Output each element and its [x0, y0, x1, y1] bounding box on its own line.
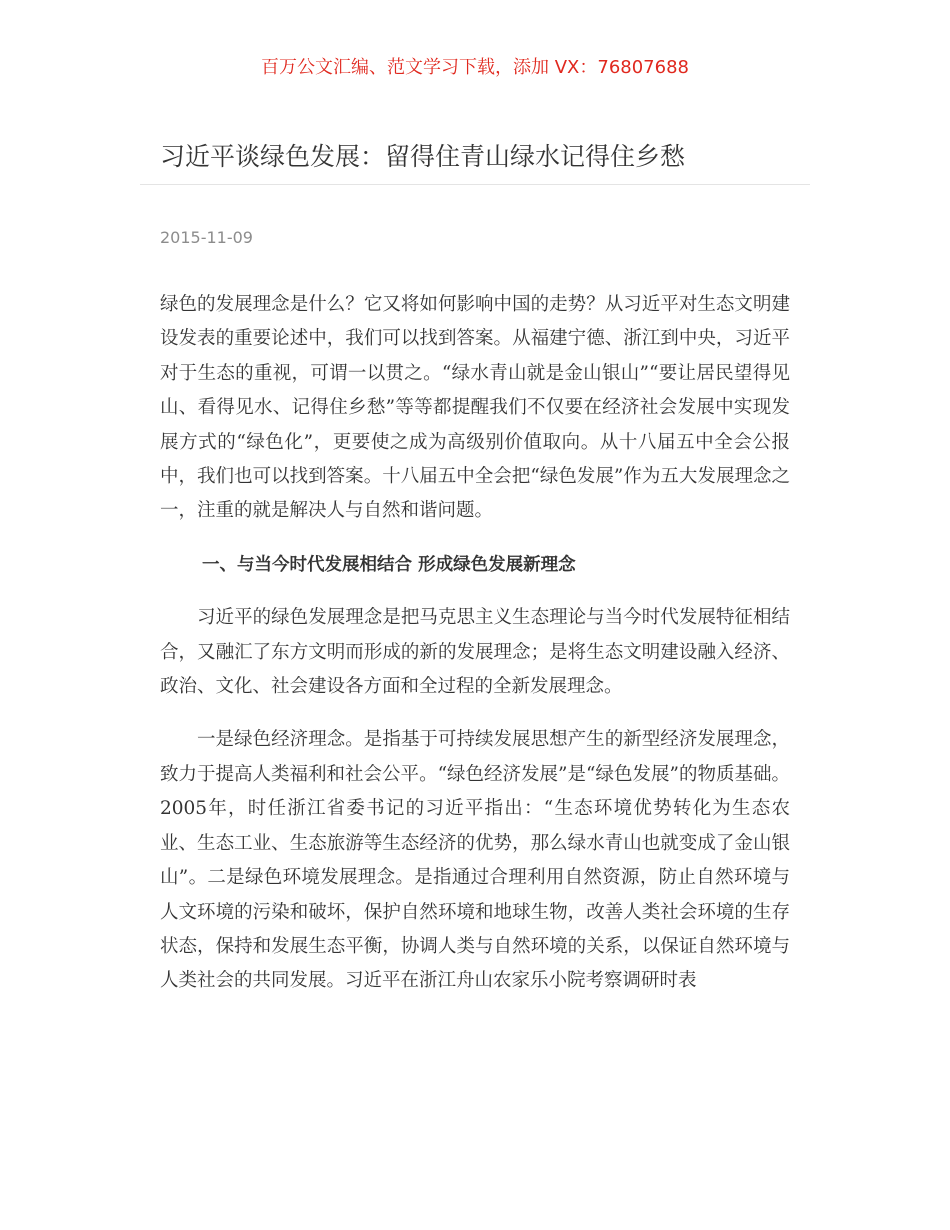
article-date: 2015-11-09: [160, 228, 253, 247]
section-heading: 一、与当今时代发展相结合 形成绿色发展新理念: [202, 554, 576, 575]
article-body: [160, 288, 790, 1018]
article-title: 习近平谈绿色发展：留得住青山绿水记得住乡愁: [160, 142, 686, 171]
title-divider: [140, 184, 810, 185]
section-paragraph: 一是绿色经济理念。是指基于可持续发展思想产生的新型经济发展理念，致力于提高人类福利和社会公平。“绿色经济发展”是“绿色发展”的物质基础。2005年，时任浙江省委书记的习近平指出：“生态环境优势转化为生态农业、生态工业、生态旅游等生态经济的优势，那么绿水青山也就变成了金山银山”。二是绿色环境发展理念。是指通过合理利用自然资源，防止自然环境与人文环境的污染和破坏，保护自然环境和地球生物，改善人类社会环境的生存状态，保持和发展生态平衡，协调人类与自然环境的关系，以保证自然环境与人类社会的共同发展。习近平在浙江舟山农家乐小院考察调研时表: [160, 729, 790, 992]
promo-banner: 百万公文汇编、范文学习下载，添加 VX：76807688: [261, 57, 689, 78]
intro-paragraph: 绿色的发展理念是什么？它又将如何影响中国的走势？从习近平对生态文明建设发表的重要论述中，我们可以找到答案。从福建宁德、浙江到中央，习近平对于生态的重视，可谓一以贯之。“绿水青山就是金山银山”“要让居民望得见山、看得见水、记得住乡愁”等等都提醒我们不仅要在经济社会发展中实现发展方式的“绿色化”，更要使之成为高级别价值取向。从十八届五中全会公报中，我们也可以找到答案。十八届五中全会把“绿色发展”作为五大发展理念之一，注重的就是解决人与自然和谐问题。: [160, 294, 790, 522]
section-paragraph: 习近平的绿色发展理念是把马克思主义生态理论与当今时代发展特征相结合，又融汇了东方文明而形成的新的发展理念；是将生态文明建设融入经济、政治、文化、社会建设各方面和全过程的全新发展理念。: [160, 607, 790, 698]
